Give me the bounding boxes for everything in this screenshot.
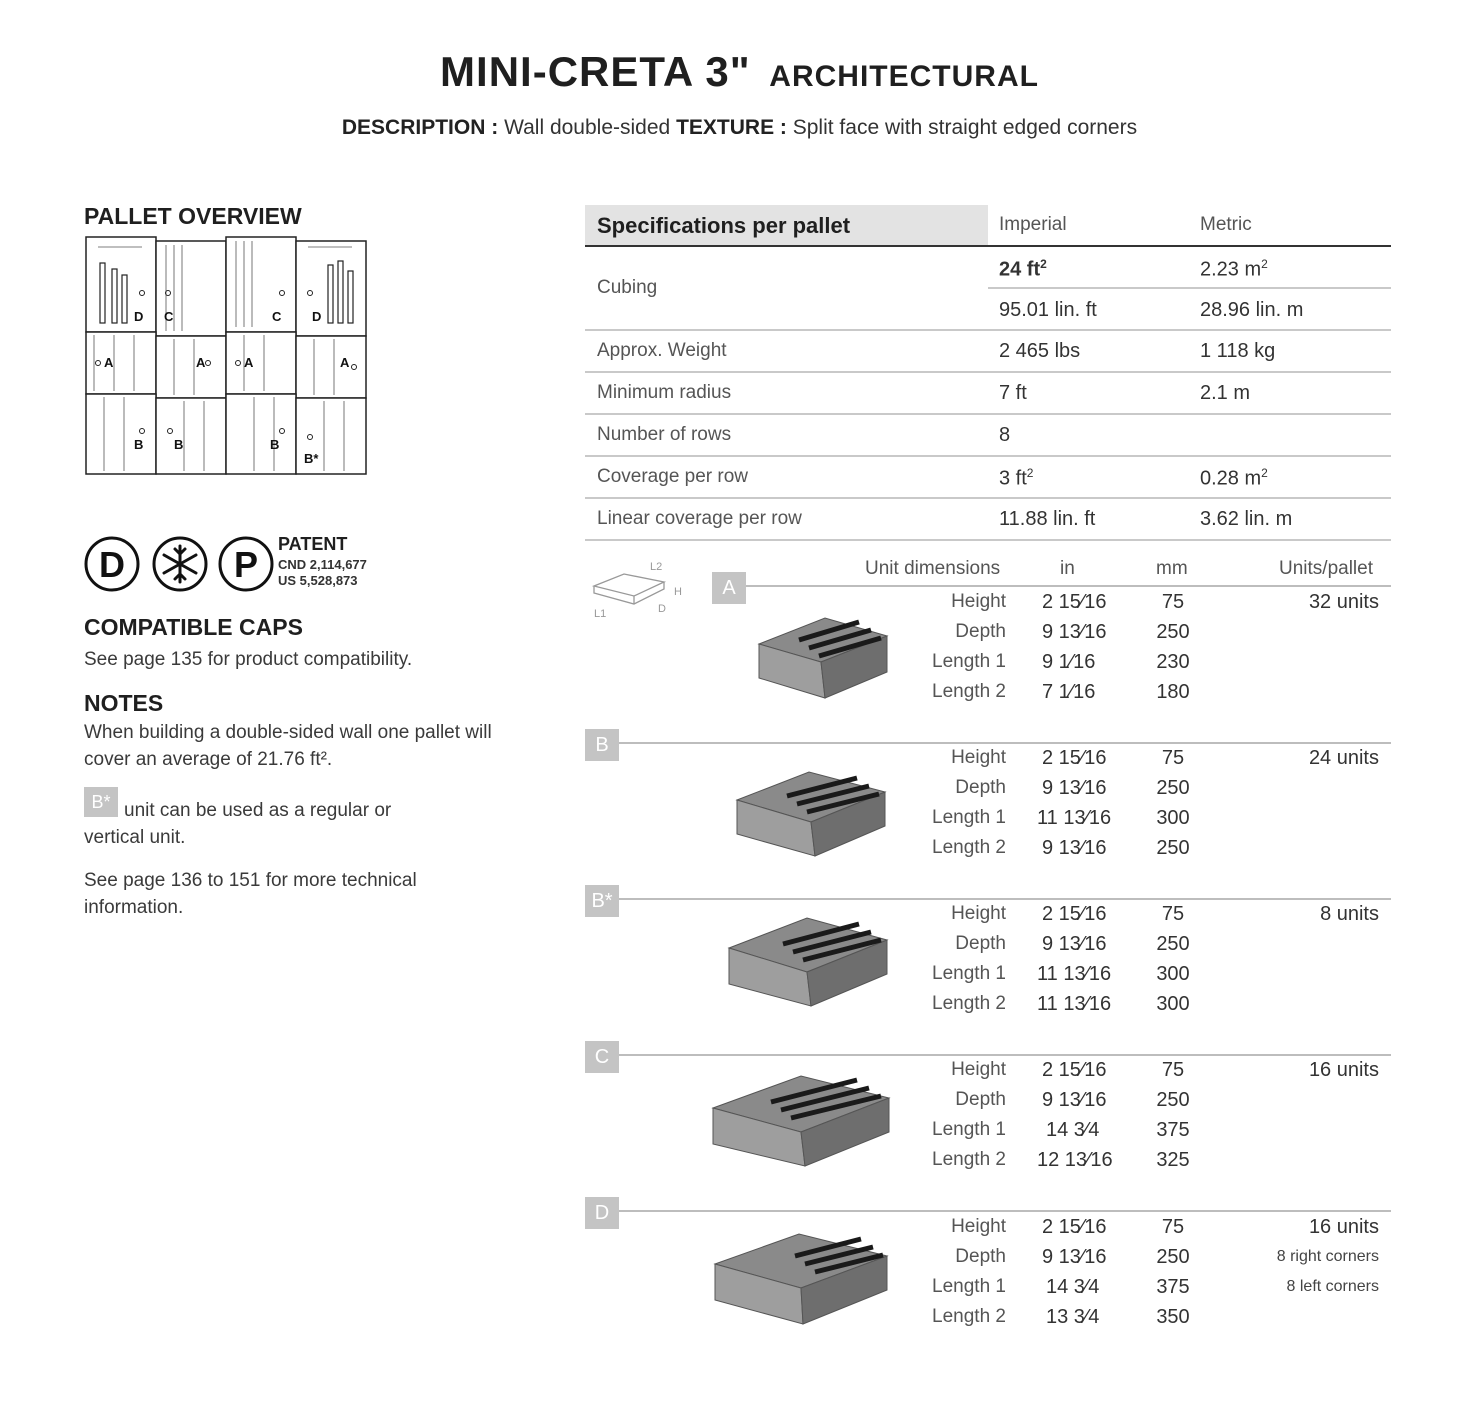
pallet-label-c1: C <box>164 309 174 324</box>
notes-text-2a: unit can be used as a regular or <box>124 800 392 821</box>
svg-text:D: D <box>99 544 125 585</box>
units-per-pallet: 32 units <box>1308 591 1379 613</box>
pallet-label-a1: A <box>104 355 114 370</box>
dim-in-depth: 9 13⁄16 <box>1042 621 1107 643</box>
d-badge-icon <box>86 538 138 590</box>
dim-in-depth: 9 13⁄16 <box>1042 777 1107 799</box>
pallet-label-a2: A <box>196 355 206 370</box>
title-sub: ARCHITECTURAL <box>769 60 1039 93</box>
dim-label-length2: Length 2 <box>932 681 1006 702</box>
dim-in-length2: 7 1⁄16 <box>1042 681 1096 703</box>
dim-mm-length2: 350 <box>1156 1306 1190 1328</box>
dim-mm-length1: 375 <box>1156 1276 1190 1298</box>
pallet-overview-heading: PALLET OVERVIEW <box>84 203 302 229</box>
svg-text:H: H <box>674 586 682 598</box>
dim-mm-length1: 300 <box>1156 963 1190 985</box>
dim-in-depth: 9 13⁄16 <box>1042 933 1107 955</box>
spec-label: Minimum radius <box>597 382 732 403</box>
dim-label-depth: Depth <box>955 621 1006 642</box>
units-per-pallet: 8 units <box>1320 903 1379 925</box>
unit-divider <box>619 898 1391 900</box>
notes-text-2b: vertical unit. <box>84 827 186 848</box>
spec-label: Coverage per row <box>597 466 749 487</box>
unit-divider <box>746 585 1391 587</box>
page-title <box>0 48 1479 96</box>
dim-mm-length1: 230 <box>1156 651 1190 673</box>
units-per-pallet: 16 units <box>1308 1059 1379 1081</box>
spec-row-weight <box>585 331 1391 373</box>
spec-row-linear-coverage <box>585 499 1391 541</box>
dim-mm-height: 75 <box>1161 591 1185 613</box>
dim-mm-depth: 250 <box>1156 777 1190 799</box>
spec-imperial: 11.88 lin. ft <box>999 508 1096 530</box>
mm-header: mm <box>1156 558 1188 579</box>
notes-text-1: When building a double-sided wall one pallet will cover an average of 21.76 ft². <box>84 722 492 770</box>
spec-label: Cubing <box>597 277 658 298</box>
dim-label-length1: Length 1 <box>932 1119 1006 1140</box>
pallet-label-b2: B <box>174 437 184 452</box>
dim-label-length2: Length 2 <box>932 1149 1006 1170</box>
dim-in-length2: 11 13⁄16 <box>1037 993 1112 1015</box>
spec-table-header <box>585 205 1391 247</box>
dim-label-height: Height <box>951 591 1006 612</box>
dim-in-height: 2 15⁄16 <box>1042 1059 1107 1081</box>
dim-label-length2: Length 2 <box>932 993 1006 1014</box>
unit-tag-d: D <box>585 1197 619 1229</box>
unit-divider <box>619 1210 1391 1212</box>
dim-label-depth: Depth <box>955 1089 1006 1110</box>
notes-heading: NOTES <box>84 690 164 716</box>
badges-row <box>84 536 384 596</box>
svg-text:L1: L1 <box>594 608 607 620</box>
spec-header-metric: Metric <box>1200 214 1252 235</box>
dim-mm-height: 75 <box>1161 1059 1185 1081</box>
pallet-label-d2: D <box>312 309 322 324</box>
dim-label-length2: Length 2 <box>932 1306 1006 1327</box>
spec-cubing-imperial-2: 95.01 lin. ft <box>999 299 1097 321</box>
dim-label-depth: Depth <box>955 1246 1006 1267</box>
title-main: MINI-CRETA 3" <box>440 48 751 95</box>
unit-dimensions-header: Unit dimensions <box>865 558 1001 579</box>
dim-mm-length2: 180 <box>1156 681 1190 703</box>
svg-text:P: P <box>233 544 259 585</box>
dim-label-height: Height <box>951 903 1006 924</box>
spec-imperial: 7 ft <box>999 382 1027 404</box>
dim-mm-depth: 250 <box>1156 621 1190 643</box>
notes-text-3: See page 136 to 151 for more technical information. <box>84 870 417 918</box>
unit-tag-bstar: B* <box>585 885 619 917</box>
dim-in-height: 2 15⁄16 <box>1042 1216 1107 1238</box>
dim-mm-length1: 375 <box>1156 1119 1190 1141</box>
dim-in-length1: 14 3⁄4 <box>1046 1119 1100 1141</box>
in-header: in <box>1060 558 1075 579</box>
spec-header-title: Specifications per pallet <box>585 205 988 245</box>
unit-tag-a: A <box>712 572 746 604</box>
spec-row-rows <box>585 415 1391 457</box>
dim-mm-height: 75 <box>1161 1216 1185 1238</box>
p-badge-icon <box>220 538 272 590</box>
bstar-tag: B* <box>84 787 118 817</box>
spec-cubing-metric-2: 28.96 lin. m <box>1200 299 1304 321</box>
pallet-label-a3: A <box>244 355 254 370</box>
dim-in-height: 2 15⁄16 <box>1042 903 1107 925</box>
dim-mm-length1: 300 <box>1156 807 1190 829</box>
spec-imperial: 3 $ft^2$ <box>999 466 1034 490</box>
dim-in-depth: 9 13⁄16 <box>1042 1089 1107 1111</box>
svg-text:D: D <box>658 603 666 615</box>
unit-tag-b: B <box>585 729 619 761</box>
dim-mm-length2: 300 <box>1156 993 1190 1015</box>
spec-metric: 3.62 lin. m <box>1200 508 1293 530</box>
patent-label: PATENT <box>278 534 348 554</box>
dim-mm-length2: 325 <box>1156 1149 1190 1171</box>
patent-cnd: CND 2,114,677 <box>278 557 367 572</box>
unit-tag-c: C <box>585 1041 619 1073</box>
dim-label-length1: Length 1 <box>932 651 1006 672</box>
dim-in-length2: 12 13⁄16 <box>1037 1149 1113 1171</box>
spec-header-imperial: Imperial <box>999 214 1067 235</box>
unit-divider <box>619 742 1391 744</box>
units-pallet-header: Units/pallet <box>1279 558 1373 579</box>
spec-metric: 0.28 $m^2$ <box>1200 466 1268 490</box>
pallet-overview-diagram <box>84 235 369 480</box>
description-value: Wall double-sided <box>504 116 671 139</box>
dim-in-height: 2 15⁄16 <box>1042 591 1107 613</box>
dim-in-length1: 11 13⁄16 <box>1037 963 1112 985</box>
dim-in-length1: 14 3⁄4 <box>1046 1276 1100 1298</box>
svg-text:L2: L2 <box>650 561 663 573</box>
pallet-label-bstar: B* <box>304 451 319 466</box>
pallet-label-b3: B <box>270 437 280 452</box>
dim-label-depth: Depth <box>955 933 1006 954</box>
dim-mm-depth: 250 <box>1156 1089 1190 1111</box>
units-per-pallet: 16 units <box>1308 1216 1379 1238</box>
spec-label: Number of rows <box>597 424 732 445</box>
dim-label-height: Height <box>951 747 1006 768</box>
product-description <box>0 116 1479 140</box>
dim-label-length1: Length 1 <box>932 1276 1006 1297</box>
dim-mm-depth: 250 <box>1156 1246 1190 1268</box>
unit-divider <box>619 1054 1391 1056</box>
left-corners-note: 8 left corners <box>1286 1278 1379 1295</box>
right-corners-note: 8 right corners <box>1276 1248 1379 1265</box>
spec-metric: 1 118 kg <box>1200 340 1276 362</box>
spec-cubing-imperial-1: 24 $ft^2$ <box>999 257 1047 281</box>
spec-metric: 2.1 m <box>1200 382 1251 404</box>
dim-in-length2: 9 13⁄16 <box>1042 837 1107 859</box>
pallet-label-b1: B <box>134 437 144 452</box>
pallet-label-c2: C <box>272 309 282 324</box>
dim-in-height: 2 15⁄16 <box>1042 747 1107 769</box>
dim-mm-length2: 250 <box>1156 837 1190 859</box>
spec-table <box>585 205 1391 541</box>
dim-in-length1: 9 1⁄16 <box>1042 651 1096 673</box>
pallet-label-d1: D <box>134 309 144 324</box>
spec-cubing-metric-1: 2.23 $m^2$ <box>1200 257 1268 281</box>
dim-mm-height: 75 <box>1161 747 1185 769</box>
spec-row-radius <box>585 373 1391 415</box>
dim-in-length2: 13 3⁄4 <box>1046 1306 1100 1328</box>
dim-label-height: Height <box>951 1216 1006 1237</box>
dim-mm-depth: 250 <box>1156 933 1190 955</box>
units-per-pallet: 24 units <box>1308 747 1379 769</box>
spec-label: Linear coverage per row <box>597 508 802 529</box>
dim-in-length1: 11 13⁄16 <box>1037 807 1112 829</box>
patent-us: US 5,528,873 <box>278 573 358 588</box>
dim-label-length2: Length 2 <box>932 837 1006 858</box>
dim-label-height: Height <box>951 1059 1006 1080</box>
snowflake-icon <box>154 538 206 590</box>
dim-in-depth: 9 13⁄16 <box>1042 1246 1107 1268</box>
compatible-caps-heading: COMPATIBLE CAPS <box>84 614 303 640</box>
pallet-label-a4: A <box>340 355 350 370</box>
compatible-caps-text: See page 135 for product compatibility. <box>84 649 413 670</box>
dim-mm-height: 75 <box>1161 903 1185 925</box>
spec-row-coverage <box>585 457 1391 499</box>
spec-imperial: 2 465 lbs <box>999 340 1081 362</box>
unit-dimension-diagram-icon <box>588 556 698 622</box>
spec-imperial: 8 <box>999 424 1011 446</box>
dim-label-depth: Depth <box>955 777 1006 798</box>
spec-row-cubing <box>585 247 1391 331</box>
dim-label-length1: Length 1 <box>932 807 1006 828</box>
description-label: DESCRIPTION : <box>341 116 499 139</box>
texture-value: Split face with straight edged corners <box>792 116 1138 139</box>
spec-label: Approx. Weight <box>597 340 727 361</box>
spec-inner-divider <box>988 287 1391 289</box>
dim-label-length1: Length 1 <box>932 963 1006 984</box>
texture-label: TEXTURE : <box>676 116 787 139</box>
